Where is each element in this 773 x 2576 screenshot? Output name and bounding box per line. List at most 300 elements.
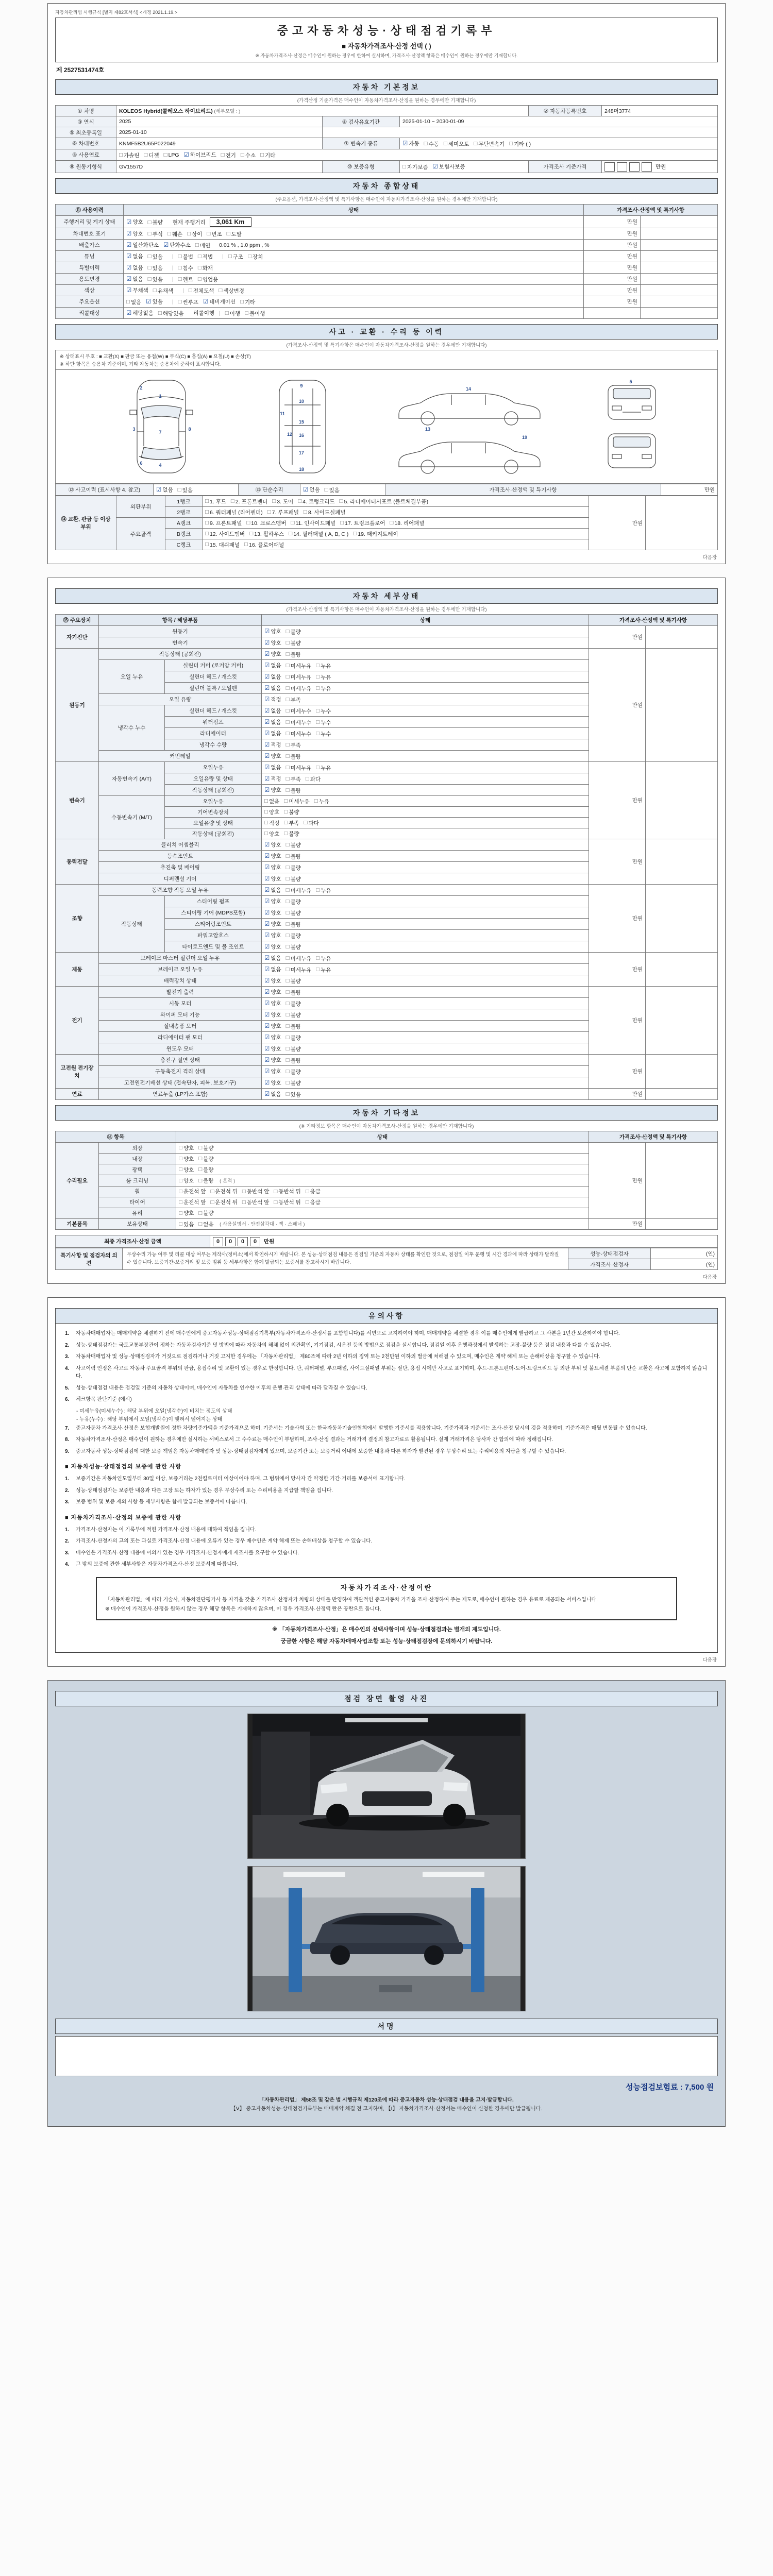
notice-item	[65, 1384, 708, 1393]
checkbox[interactable]	[178, 486, 193, 494]
usage-history-label: 배출가스	[56, 240, 124, 251]
notice-item-number: 1.	[65, 1476, 70, 1482]
checkbox[interactable]	[264, 875, 281, 883]
checkbox[interactable]	[286, 1011, 301, 1019]
next-page-marker[interactable]: 다음장	[702, 1275, 717, 1280]
checkbox[interactable]	[264, 786, 281, 794]
checkbox[interactable]	[286, 853, 301, 860]
checkbox[interactable]	[179, 1177, 194, 1184]
checkbox[interactable]	[179, 1166, 194, 1174]
checkbox-label: 적법	[202, 253, 213, 260]
checkbox[interactable]	[286, 943, 301, 951]
checkbox-label: 불량	[290, 1046, 301, 1053]
checkbox[interactable]	[424, 140, 439, 148]
panel-number-label: 4	[159, 463, 162, 468]
checkbox[interactable]	[244, 541, 284, 549]
checkbox[interactable]	[198, 264, 213, 272]
checkbox[interactable]	[225, 310, 240, 317]
checkbox-label: 양호	[271, 943, 281, 950]
checkbox[interactable]	[286, 864, 301, 872]
checkbox[interactable]	[274, 1198, 300, 1206]
checkbox[interactable]	[284, 819, 299, 827]
checkbox[interactable]	[264, 718, 281, 726]
item-label: 배력장치 상태	[99, 975, 262, 987]
checkbox[interactable]	[231, 498, 267, 505]
checkbox-label: 상이	[192, 231, 203, 238]
checkbox[interactable]	[221, 151, 236, 159]
checkbox[interactable]	[272, 498, 293, 505]
checkbox-label: 있음	[182, 487, 193, 494]
unchecked-box-icon: □	[119, 152, 123, 158]
checkbox[interactable]	[205, 509, 263, 516]
checkbox[interactable]	[148, 264, 163, 272]
checkbox[interactable]	[267, 509, 299, 516]
checkbox[interactable]	[179, 1155, 194, 1163]
checkbox[interactable]	[148, 276, 163, 283]
checkbox[interactable]	[306, 775, 321, 783]
page-title: 중고자동차성능·상태점검기록부	[277, 24, 496, 37]
checkbox[interactable]	[264, 808, 279, 816]
checkbox-group	[126, 242, 215, 248]
checkbox[interactable]	[316, 673, 331, 681]
checkbox-group	[264, 1046, 306, 1052]
checkbox[interactable]	[286, 966, 312, 974]
checkbox[interactable]	[286, 898, 301, 906]
checked-box-icon: ☑	[264, 887, 270, 893]
checkbox[interactable]	[264, 965, 281, 973]
checkbox[interactable]	[119, 151, 139, 159]
checkbox[interactable]	[264, 1090, 281, 1098]
checkbox-group	[264, 921, 306, 927]
state-cell	[124, 274, 584, 285]
checkbox[interactable]	[248, 253, 263, 261]
checkbox[interactable]	[509, 140, 531, 148]
checkbox[interactable]	[286, 696, 301, 704]
checkbox[interactable]	[146, 298, 163, 306]
checkbox-group	[178, 276, 223, 282]
checkbox[interactable]	[264, 1033, 281, 1041]
checkbox[interactable]	[246, 519, 286, 527]
checked-box-icon: ☑	[183, 152, 189, 158]
checkbox[interactable]	[264, 1011, 281, 1019]
checked-box-icon: ☑	[264, 685, 270, 691]
checkbox[interactable]	[148, 253, 163, 261]
checked-box-icon: ☑	[264, 708, 270, 714]
checkbox[interactable]	[207, 230, 222, 238]
checkbox[interactable]	[325, 486, 340, 494]
checkbox[interactable]	[264, 852, 281, 860]
checkbox[interactable]	[158, 310, 184, 317]
checkbox[interactable]	[195, 242, 210, 249]
checkbox[interactable]	[264, 909, 281, 917]
checkbox[interactable]	[264, 798, 279, 805]
checkbox[interactable]	[203, 298, 236, 306]
price-cell: 만원	[589, 953, 645, 987]
checkbox[interactable]	[264, 1056, 281, 1064]
checked-box-icon: ☑	[264, 1091, 270, 1097]
checkbox-label: 탄화수소	[170, 242, 191, 248]
checkbox[interactable]	[198, 1155, 213, 1163]
checkbox[interactable]	[264, 741, 281, 749]
checkbox[interactable]	[228, 253, 243, 261]
checkbox[interactable]	[286, 639, 301, 647]
checkbox-label: 있음	[152, 265, 163, 272]
checkbox[interactable]	[260, 151, 275, 159]
unchecked-box-icon: □	[285, 708, 290, 714]
state-cell	[124, 240, 584, 251]
model-year-value: 2025	[116, 116, 323, 127]
checkbox[interactable]	[286, 887, 312, 894]
checkbox[interactable]	[390, 519, 424, 527]
checkbox[interactable]	[286, 875, 301, 883]
part-label: 스티어링 펌프	[165, 896, 262, 907]
checkbox[interactable]	[198, 253, 213, 261]
checkbox[interactable]	[474, 140, 505, 148]
checkbox[interactable]	[241, 151, 256, 159]
unchecked-box-icon: □	[242, 1199, 246, 1206]
checkbox-label: 양호	[183, 1145, 194, 1151]
unchecked-box-icon: □	[210, 1188, 214, 1195]
checkbox[interactable]	[245, 310, 265, 317]
column-header: 상태	[176, 1131, 589, 1143]
accident-price-label: 가격조사·산정액 및 특기사항	[385, 484, 661, 496]
checkbox[interactable]	[264, 730, 281, 737]
checkbox[interactable]	[178, 298, 198, 306]
checkbox[interactable]	[264, 707, 281, 715]
state-cell	[262, 807, 589, 818]
checkbox[interactable]	[179, 1221, 194, 1228]
notice-sub-item: - 미세누유(미세누수) : 해당 부위에 오일(냉각수)이 비치는 정도의 상태	[76, 1408, 232, 1414]
checkbox[interactable]	[126, 230, 143, 238]
checkbox[interactable]	[264, 819, 279, 827]
checkbox[interactable]	[286, 662, 312, 670]
definition-box-line-2: ※ 매수인이 가격조사·산정을 원하지 않는 경우 해당 항목은 기재하지 않으며, 이 경우 가격조사·산정액 란은 공란으로 둡니다.	[105, 1606, 381, 1612]
other-group-label: 수리필요	[56, 1143, 99, 1219]
checkbox[interactable]	[264, 628, 281, 635]
checkbox[interactable]	[189, 287, 214, 295]
accident-history-table	[55, 484, 718, 496]
item-label: 디퍼렌셜 기어	[99, 873, 262, 885]
checkbox[interactable]	[148, 230, 163, 238]
checkbox-label: 있음	[152, 298, 163, 305]
checkbox[interactable]	[264, 1079, 281, 1087]
checkbox-group	[264, 674, 335, 680]
checkbox-label: 16. 플로어패널	[249, 541, 284, 548]
checkbox[interactable]	[210, 1188, 237, 1195]
other-group-label: 기본품목	[56, 1218, 99, 1230]
checkbox[interactable]	[264, 673, 281, 681]
checkbox[interactable]	[286, 989, 301, 996]
checkbox[interactable]	[198, 1221, 213, 1228]
checkbox[interactable]	[286, 764, 312, 772]
item-label: 발전기 출력	[99, 987, 262, 998]
checkbox[interactable]	[316, 685, 331, 692]
checkbox[interactable]	[353, 530, 398, 538]
checkbox[interactable]	[286, 1091, 301, 1098]
checkbox[interactable]	[306, 1188, 321, 1195]
signature-area[interactable]	[55, 2036, 718, 2076]
checkbox[interactable]	[402, 163, 428, 171]
checkbox[interactable]	[316, 887, 331, 894]
checkbox[interactable]	[306, 1198, 321, 1206]
checkbox[interactable]	[286, 909, 301, 917]
checked-box-icon: ☑	[146, 299, 152, 305]
checkbox-group	[264, 663, 335, 669]
checkbox[interactable]	[205, 530, 245, 538]
price-cell: 만원	[589, 885, 645, 953]
checkbox[interactable]	[444, 140, 469, 148]
checkbox[interactable]	[286, 841, 301, 849]
checkbox[interactable]	[286, 673, 312, 681]
notice-item	[65, 1396, 708, 1404]
checkbox[interactable]	[291, 519, 336, 527]
checkbox[interactable]	[316, 955, 331, 962]
checkbox[interactable]	[163, 241, 191, 249]
checkbox[interactable]	[264, 696, 281, 703]
checkbox-label: 없음	[132, 253, 143, 260]
checkbox-label: 불량	[290, 1012, 301, 1019]
checkbox[interactable]	[286, 1057, 301, 1064]
checked-box-icon: ☑	[264, 640, 270, 646]
state-cell	[176, 1218, 589, 1230]
checkbox[interactable]	[274, 1188, 300, 1195]
checkbox[interactable]	[286, 628, 301, 636]
checkbox[interactable]	[198, 276, 218, 283]
state-cell	[262, 1043, 589, 1055]
unchecked-box-icon: □	[198, 1221, 203, 1227]
unchecked-box-icon: □	[244, 541, 248, 548]
panel-number-label: 3	[132, 427, 136, 432]
unchecked-box-icon: □	[316, 663, 320, 669]
checkbox[interactable]	[316, 730, 331, 738]
checkbox-label: 있음	[152, 276, 163, 283]
checkbox[interactable]	[286, 921, 301, 928]
signer-seal-inspector[interactable]: (인)	[651, 1248, 718, 1259]
checkbox[interactable]	[286, 977, 301, 985]
checkbox[interactable]	[286, 753, 301, 760]
checkbox[interactable]	[284, 830, 299, 838]
checkbox[interactable]	[227, 230, 242, 238]
checkbox[interactable]	[316, 764, 331, 772]
checkbox[interactable]	[156, 486, 173, 494]
unchecked-box-icon: □	[197, 253, 201, 260]
checkbox-label: 양호	[271, 853, 281, 859]
checkbox[interactable]	[240, 298, 255, 306]
checkbox[interactable]	[286, 1068, 301, 1076]
checkbox[interactable]	[264, 662, 281, 669]
checkbox[interactable]	[286, 1034, 301, 1042]
checkbox[interactable]	[184, 151, 216, 159]
state-cell	[262, 649, 589, 660]
checkbox[interactable]	[205, 498, 226, 505]
notice-sub-item: - 누유(누수) : 해당 부위에서 오일(냉각수)이 맺혀서 떨어지는 상태	[76, 1417, 223, 1422]
checkbox[interactable]	[264, 988, 281, 996]
unchecked-box-icon: □	[198, 1156, 203, 1162]
checkbox[interactable]	[286, 1000, 301, 1008]
next-page-marker[interactable]: 다음장	[702, 1657, 717, 1663]
checkbox[interactable]	[264, 931, 281, 939]
checkbox[interactable]	[264, 999, 281, 1007]
checkbox[interactable]	[126, 298, 141, 306]
checkbox[interactable]	[126, 309, 154, 317]
checkbox[interactable]	[264, 1045, 281, 1053]
checkbox[interactable]	[167, 230, 182, 238]
unchecked-box-icon: □	[285, 663, 290, 669]
checkbox[interactable]	[286, 932, 301, 940]
part-label: 오일유량 및 상태	[165, 818, 262, 828]
checkbox[interactable]	[286, 1079, 301, 1087]
checkbox-group	[264, 876, 306, 882]
checkbox[interactable]	[316, 662, 331, 670]
checkbox[interactable]	[198, 1209, 213, 1217]
checkbox[interactable]	[179, 1209, 194, 1217]
checkbox[interactable]	[314, 798, 329, 805]
usage-history-label: 특별이력	[56, 262, 124, 274]
checkbox[interactable]	[298, 498, 334, 505]
section-title-signature: 서명	[55, 2019, 718, 2034]
checkbox[interactable]	[126, 252, 143, 260]
checkbox[interactable]	[264, 863, 281, 871]
next-page-marker[interactable]: 다음장	[702, 555, 717, 561]
checkbox-label: 적정	[271, 741, 281, 748]
checkbox[interactable]	[264, 684, 281, 692]
checkbox[interactable]	[242, 1198, 269, 1206]
checkbox[interactable]	[304, 819, 319, 827]
checkbox[interactable]	[264, 1022, 281, 1030]
checkbox[interactable]	[178, 264, 193, 272]
checkbox[interactable]	[144, 151, 159, 159]
notice-item	[65, 1475, 708, 1483]
checkbox[interactable]	[205, 541, 240, 549]
checkbox[interactable]	[264, 920, 281, 928]
notice-item	[65, 1365, 708, 1381]
checkbox[interactable]	[316, 719, 331, 726]
checkbox-label: 불량	[290, 921, 301, 928]
checkbox[interactable]	[304, 509, 346, 516]
checkbox[interactable]	[340, 498, 429, 505]
checkbox[interactable]	[219, 287, 244, 295]
checkbox[interactable]	[148, 218, 163, 226]
checkbox-group	[205, 541, 289, 548]
checkbox[interactable]	[126, 264, 143, 272]
part-label: 기어변속장치	[165, 807, 262, 818]
checkbox[interactable]	[242, 1188, 269, 1195]
checkbox[interactable]	[264, 830, 279, 838]
unchecked-box-icon: □	[285, 1023, 290, 1029]
checkbox-group	[264, 1023, 306, 1029]
item-label: 실내송풍 모터	[99, 1021, 262, 1032]
checkbox[interactable]	[179, 1198, 206, 1206]
checkbox[interactable]	[286, 651, 301, 658]
unchecked-box-icon: □	[248, 253, 252, 260]
checkbox[interactable]	[264, 954, 281, 962]
odometer-value: 3,061 Km	[210, 217, 251, 227]
checked-box-icon: ☑	[126, 310, 132, 316]
checkbox[interactable]	[264, 764, 281, 771]
checkbox[interactable]	[316, 966, 331, 974]
checkbox[interactable]	[264, 886, 281, 894]
checked-box-icon: ☑	[264, 776, 270, 782]
checkbox[interactable]	[198, 1177, 213, 1184]
signer-seal-appraiser[interactable]: (인)	[651, 1259, 718, 1270]
checkbox[interactable]	[264, 752, 281, 760]
checkbox[interactable]	[286, 775, 301, 783]
checkbox[interactable]	[316, 707, 331, 715]
checkbox[interactable]	[205, 519, 242, 527]
checkbox[interactable]	[433, 163, 465, 171]
checkbox[interactable]	[402, 140, 419, 147]
rank-label: 2랭크	[165, 507, 203, 518]
checkbox-label: 자가보증	[407, 164, 428, 171]
checkbox[interactable]	[284, 808, 299, 816]
checkbox[interactable]	[289, 530, 348, 538]
checkbox-label: 기타 ( )	[514, 141, 531, 147]
checkbox[interactable]	[284, 798, 310, 805]
checkbox[interactable]	[179, 1188, 206, 1195]
table-row	[56, 762, 718, 773]
basic-info-table	[55, 105, 718, 173]
checkbox[interactable]	[286, 685, 312, 692]
table-row	[56, 484, 718, 496]
checked-box-icon: ☑	[264, 1001, 270, 1007]
checkbox[interactable]	[249, 530, 284, 538]
checkbox[interactable]	[178, 276, 193, 283]
checkbox-label: 없음	[271, 1091, 281, 1097]
checkbox[interactable]	[286, 730, 312, 738]
checkbox[interactable]	[286, 741, 301, 749]
checkbox[interactable]	[286, 1045, 301, 1053]
checkbox[interactable]	[198, 1166, 213, 1174]
checkbox[interactable]	[264, 1067, 281, 1075]
checkbox[interactable]	[198, 1144, 213, 1152]
checkbox[interactable]	[286, 707, 312, 715]
checkbox[interactable]	[264, 841, 281, 849]
checkbox[interactable]	[264, 977, 281, 985]
checkbox[interactable]	[178, 253, 193, 261]
checked-box-icon: ☑	[264, 663, 270, 669]
checkbox[interactable]	[126, 275, 143, 283]
checkbox[interactable]	[210, 1198, 237, 1206]
part-label: 작동상태 (공회전)	[165, 785, 262, 796]
checkbox[interactable]	[264, 897, 281, 905]
checkbox-group	[264, 742, 306, 748]
checkbox[interactable]	[126, 286, 148, 294]
notice-item-number: 2.	[65, 1538, 70, 1545]
checkbox[interactable]	[286, 955, 312, 962]
checkbox[interactable]	[286, 1023, 301, 1030]
checked-box-icon: ☑	[264, 910, 270, 916]
checkbox[interactable]	[179, 1144, 194, 1152]
checkbox[interactable]	[340, 519, 385, 527]
checkbox[interactable]	[303, 486, 320, 494]
checkbox[interactable]	[164, 152, 179, 158]
checkbox[interactable]	[264, 775, 281, 783]
checkbox[interactable]	[153, 287, 173, 295]
checkbox[interactable]	[264, 639, 281, 647]
checkbox[interactable]	[286, 719, 312, 726]
price-cell: 만원	[583, 228, 640, 240]
checkbox[interactable]	[126, 241, 159, 249]
sub-group-label: 오일 누유	[99, 660, 165, 694]
checkbox[interactable]	[126, 218, 143, 226]
checkbox[interactable]	[187, 230, 202, 238]
checkbox[interactable]	[264, 650, 281, 658]
warranty-perf-heading: ■ 자동차성능·상태점검의 보증에 관한 사항	[65, 1464, 182, 1470]
price-survey-select[interactable]: ■ 자동차가격조사·산정 선택 ( )	[342, 42, 431, 50]
checkbox[interactable]	[286, 787, 301, 794]
checkbox[interactable]	[264, 943, 281, 951]
divider: |	[219, 310, 221, 316]
